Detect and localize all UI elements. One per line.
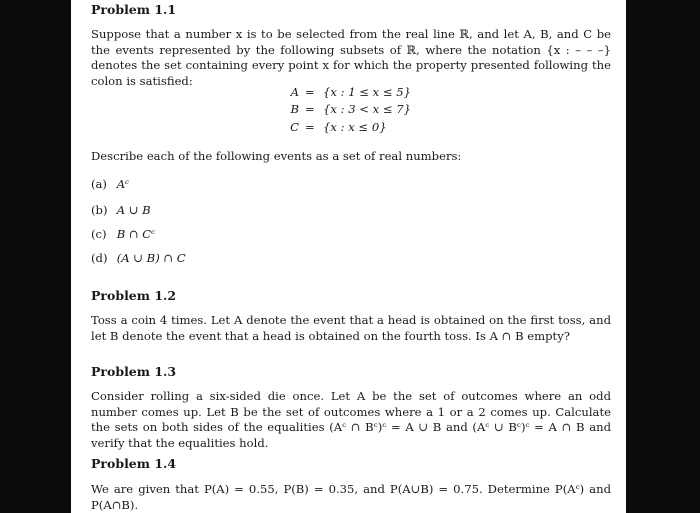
problem-1-1-prompt: Describe each of the following events as a set of real numbers: [91,149,462,163]
equation-c-lhs: C [290,120,299,134]
item-expression: Aᶜ [116,177,130,191]
item-label: (d) [91,251,108,265]
problem-1-3-text: Consider rolling a six-sided die once. Let A be the set of outcomes where an odd number comes up. Let B be the set of outcomes where a 1 or a 2 comes up. Calculate the sets on both sides of the equalities (Aᶜ ∩ Bᶜ)ᶜ = A ∪ B and (Aᶜ ∪ Bᶜ)ᶜ = A ∩ B and verify that the equalities hold. [91,389,611,450]
equation-c-rhs: {x : x ≤ 0} [323,120,387,134]
document-page [71,0,626,513]
equation-a-lhs: A [290,85,299,99]
equals-sign: = [305,102,315,116]
list-item [91,251,186,265]
item-label: (c) [91,227,107,241]
item-expression: B ∩ Cᶜ [116,227,156,241]
problem-1-2-text: Toss a coin 4 times. Let A denote the event that a head is obtained on the first toss, and let B denote the event that a head is obtained on the fourth toss. Is A ∩ B empty? [91,313,611,343]
problem-1-1-text: Suppose that a number x is to be selected from the real line ℝ, and let A, B, and C be the events represented by the following subsets of ℝ, where the notation {x : – – –} denotes the set containing every point x for which the property presented following the colon is satisfied: [91,27,611,88]
list-item [91,177,129,191]
item-expression: (A ∪ B) ∩ C [116,251,186,265]
equals-sign: = [305,120,315,134]
item-label: (a) [91,177,107,191]
item-label: (b) [91,203,108,217]
problem-1-4-text: We are given that P(A) = 0.55, P(B) = 0.35, and P(A∪B) = 0.75. Determine P(Aᶜ) and P(A∩B). [91,482,611,512]
equals-sign: = [305,85,315,99]
equation-a-rhs: {x : 1 ≤ x ≤ 5} [323,85,412,99]
problem-1-3-title: Problem 1.3 [91,364,177,379]
problem-1-4-title: Problem 1.4 [91,456,177,471]
problem-1-2-title: Problem 1.2 [91,288,177,303]
problem-1-1-title: Problem 1.1 [91,2,177,17]
item-expression: A ∪ B [116,203,151,217]
equation-b-lhs: B [290,102,299,116]
list-item [91,227,155,241]
list-item [91,203,151,217]
equation-b-rhs: {x : 3 < x ≤ 7} [323,102,412,116]
